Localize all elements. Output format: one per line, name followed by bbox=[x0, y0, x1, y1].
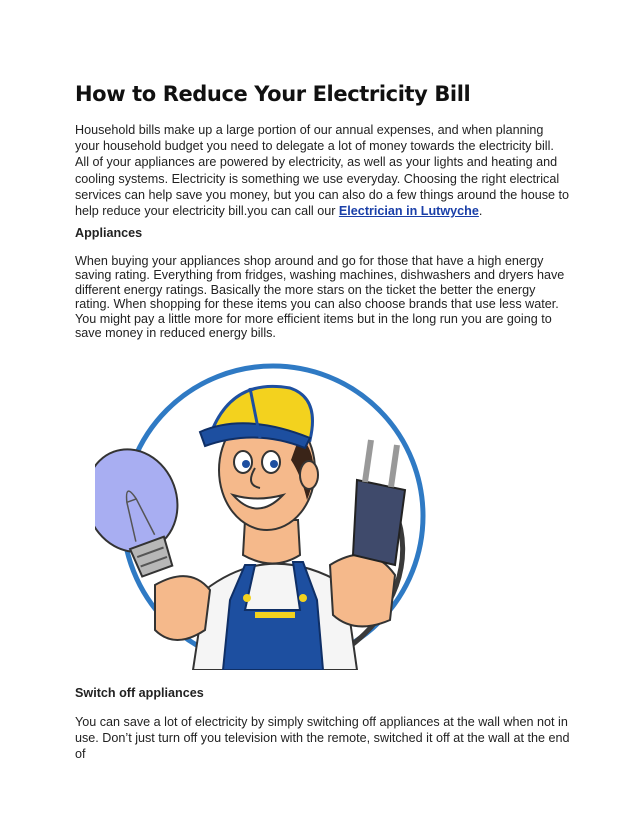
page-title: How to Reduce Your Electricity Bill bbox=[75, 82, 471, 106]
switch-off-paragraph: You can save a lot of electricity by simply switching off appliances at the wall when not in use. Don’t just turn off you television with the remote, switched it off at the wall at the end of bbox=[75, 715, 570, 761]
left-hand bbox=[155, 576, 210, 640]
overalls-pocket bbox=[255, 612, 295, 618]
section-heading-switch-off: Switch off appliances bbox=[75, 686, 204, 700]
electrician-illustration bbox=[95, 350, 435, 670]
electrician-link[interactable]: Electrician in Lutwyche bbox=[338, 204, 479, 219]
intro-end: . bbox=[478, 204, 483, 219]
intro-paragraph bbox=[75, 122, 570, 219]
intro-text: Household bills make up a large portion of our annual expenses, and when planning your household budget you need to delegate a lot of money towards the electricity bill. All of your appliances are powered by electricity, as well as your lights and heating and cooling systems. Electricity is something we use everyday. Choosing the right electrical services can help save you money, but you can also do a few things around the house to help reduce your electricity bill.you can call our bbox=[75, 123, 570, 219]
right-hand bbox=[330, 555, 395, 627]
section-heading-appliances: Appliances bbox=[75, 226, 143, 240]
appliances-paragraph: When buying your appliances shop around and go for those that have a high energy saving rating. Everything from fridges, washing machines, dishwashers and dryers have different energy ratings. Basically the more stars on the ticket the better the energy rating. When shopping for these items you can also choose brands that use less water. You might pay a little more for more efficient items but in the long run you are going to save money in reduced energy bills. bbox=[75, 254, 565, 341]
